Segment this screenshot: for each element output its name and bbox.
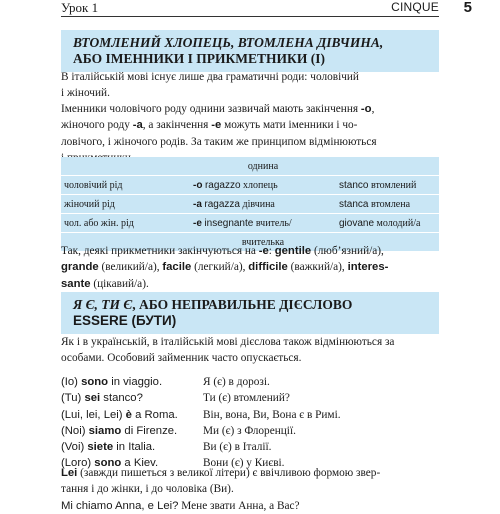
- paragraph-genders: [61, 69, 439, 102]
- text-span: (завжди пишеться з великої літери) є ввічливою формою звер-: [77, 467, 381, 479]
- title-line-2: АБО ІМЕННИКИ І ПРИКМЕТНИКИ (І): [73, 51, 325, 66]
- title-line-2: ESSERE (БУТИ): [73, 313, 177, 328]
- word-interessante-part1: interes-: [347, 261, 389, 274]
- paragraph-adjectives-e: [61, 243, 439, 292]
- word-difficile: difficile: [248, 261, 288, 274]
- title-line-1: ВТОМЛЕНИЙ ХЛОПЕЦЬ, ВТОМЛЕНА ДІВЧИНА,: [73, 35, 384, 50]
- text-line: В італійській мові існує лише два граматичні роди: чоловічий: [61, 71, 359, 83]
- text-line: ловічого, і жіночого родів. За таким же принципом відмінюються: [61, 135, 377, 148]
- verb-form: siamo: [88, 424, 122, 437]
- phrase-rest: a Roma.: [131, 408, 178, 421]
- word-grande: grande: [61, 261, 99, 274]
- ukrainian-translation: Він, вона, Ви, Вона є в Римі.: [203, 408, 341, 421]
- section-title-nouns-adjectives: [61, 30, 439, 72]
- table-head-singular: однина: [190, 157, 336, 176]
- paragraph-lei: [61, 465, 439, 514]
- verb-form: è: [125, 408, 132, 421]
- italian-adjective: stanca: [339, 198, 369, 210]
- phrase-rest: di Firenze.: [121, 424, 178, 437]
- text-span: (легкий/а),: [191, 261, 249, 274]
- italian-phrase: [61, 439, 155, 455]
- ukrainian-translation: Ти (є) втомлений?: [203, 392, 290, 405]
- text-span: жіночого роду: [61, 119, 133, 132]
- text-line: Як і в українській, в італійській мові дієслова також відмінюються за: [61, 336, 395, 348]
- pronoun: (Voi): [61, 441, 88, 454]
- italian-adjective: giovane: [339, 217, 375, 229]
- conjugation-list: [61, 374, 439, 472]
- ukrainian-noun: дівчина: [242, 198, 275, 210]
- text-span: (люб’язний/а),: [311, 245, 384, 257]
- word-facile: facile: [162, 261, 192, 274]
- italian-noun: ragazzo: [204, 179, 241, 191]
- ukrainian-translation: Ви (є) в Італії.: [203, 441, 272, 454]
- verb-form: sono: [94, 457, 122, 470]
- text-line: особами. Особовий займенник часто опускається.: [61, 352, 302, 365]
- conjugation-row: [61, 374, 439, 390]
- gender-table: [61, 157, 439, 252]
- ending: -o: [193, 179, 203, 191]
- text-line: і жіночий.: [61, 87, 110, 100]
- text-span: (важкий/а),: [287, 261, 348, 274]
- pronoun: (Loro): [61, 457, 95, 470]
- ukrainian-adjective: втомлена: [370, 198, 411, 210]
- ending-e: -e: [211, 119, 222, 132]
- italian-example: Mi chiamo Anna, e Lei?: [61, 499, 179, 512]
- ending-o: -o: [360, 103, 372, 115]
- word-lei: Lei: [61, 467, 78, 479]
- row-label: чоловічий рід: [61, 176, 190, 195]
- conjugation-row: [61, 390, 439, 406]
- ending: -e: [193, 217, 202, 229]
- section-title-essere: [61, 292, 439, 334]
- conjugation-row: [61, 407, 439, 423]
- ending-a: -a: [132, 119, 143, 132]
- word-interessante-part2: sante: [61, 277, 91, 290]
- italian-adjective: stanco: [339, 179, 369, 191]
- verb-form: sei: [84, 392, 101, 405]
- lesson-label: Урок 1: [61, 0, 99, 15]
- table-foot-word: вчителька: [190, 233, 336, 252]
- italian-phrase: [61, 423, 177, 439]
- text-span: Так, деякі прикметники закінчуються на: [61, 245, 259, 257]
- italian-phrase: [61, 374, 162, 390]
- conjugation-row: [61, 439, 439, 455]
- text-span: Іменники чоловічого роду однини зазвичай мають закінчення: [61, 103, 361, 115]
- pronoun: (Tu): [61, 392, 85, 405]
- ending-e: -e: [258, 245, 269, 257]
- ukrainian-adjective: втомлений: [370, 179, 417, 191]
- page-header: [61, 0, 439, 17]
- ukrainian-example: Мене звати Анна, а Вас?: [178, 499, 300, 512]
- phrase-rest: a Kiev.: [121, 457, 159, 470]
- phrase-rest: stanco?: [100, 392, 143, 405]
- title-line-1-italic: Я Є, ТИ Є: [73, 297, 133, 312]
- text-span: можуть мати іменники і чо-: [221, 119, 358, 132]
- phrase-rest: in Italia.: [113, 441, 156, 454]
- verb-form: siete: [87, 441, 114, 454]
- ukrainian-noun: хлопець: [243, 179, 278, 191]
- text-span: , а закінчення: [142, 119, 212, 132]
- table-row: [61, 195, 439, 214]
- row-label: чол. або жін. рід: [61, 214, 190, 233]
- italian-noun: insegnante: [204, 217, 254, 229]
- row-label: жіночий рід: [61, 195, 190, 214]
- table-row: [61, 214, 439, 233]
- text-span: (великий/а),: [98, 261, 163, 274]
- italian-noun: ragazza: [204, 198, 240, 210]
- phrase-rest: in viaggio.: [108, 376, 163, 388]
- title-line-1-rest: , АБО НЕПРАВИЛЬНЕ ДІЄСЛОВО: [132, 297, 353, 312]
- italian-phrase: [61, 390, 143, 406]
- word-gentile: gentile: [274, 245, 312, 257]
- pronoun: (Lui, lei, Lei): [61, 408, 126, 421]
- text-span: (цікавий/а).: [90, 277, 149, 290]
- italian-phrase: [61, 407, 178, 423]
- pronoun: (Io): [61, 376, 82, 388]
- pronoun: (Noi): [61, 424, 89, 437]
- ukrainian-translation: Я (є) в дорозі.: [203, 376, 270, 388]
- text-span: :: [268, 245, 275, 257]
- text-span: ,: [371, 103, 375, 115]
- verb-form: sono: [81, 376, 109, 388]
- table-head-row: [61, 157, 439, 176]
- conjugation-row: [61, 423, 439, 439]
- ending: -a: [193, 198, 202, 210]
- ukrainian-translation: Ми (є) з Флоренції.: [203, 424, 296, 437]
- text-line: тання і до жінки, і до чоловіка (Ви).: [61, 483, 234, 496]
- ukrainian-noun: вчитель/: [255, 217, 292, 229]
- page-number: 5: [463, 0, 472, 16]
- ukrainian-adjective: молодий/а: [376, 217, 421, 229]
- paragraph-verbs-conjugate: [61, 334, 439, 367]
- ukrainian-translation: Вони (є) у Києві.: [203, 457, 285, 470]
- book-title: CINQUE: [391, 0, 439, 14]
- table-row: [61, 176, 439, 195]
